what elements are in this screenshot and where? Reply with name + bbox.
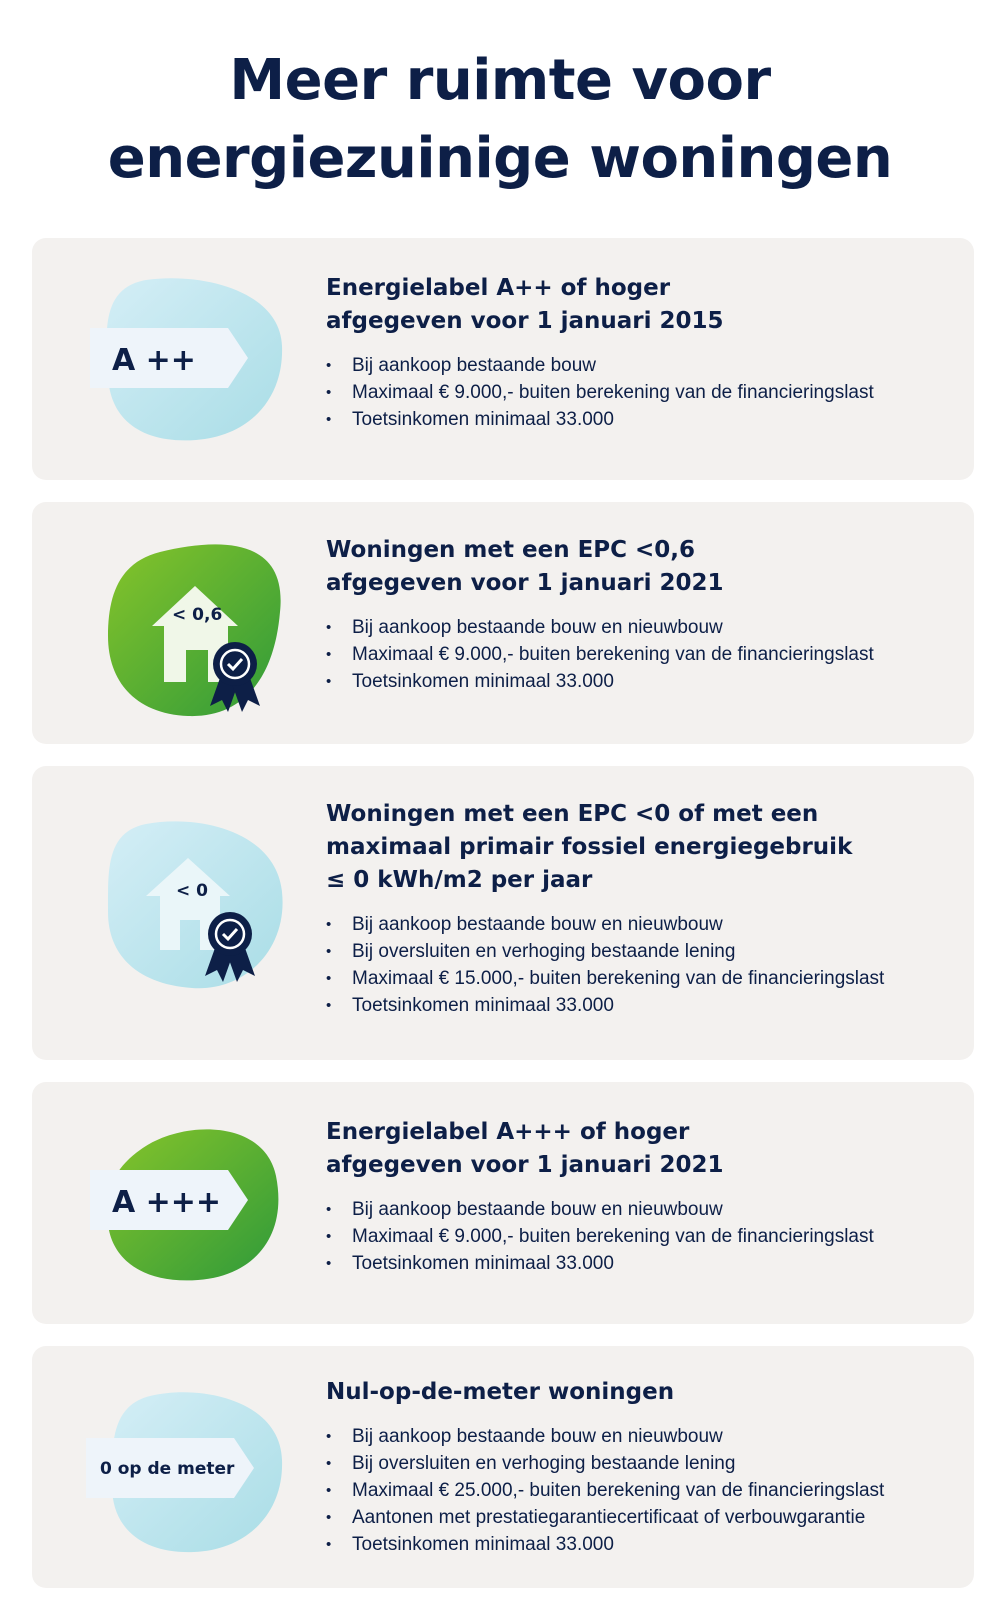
list-item: • Aantonen met prestatiegarantiecertificaat of verbouwgarantie [326,1504,954,1531]
bullet-list [326,1196,954,1277]
list-item: • Bij oversluiten en verhoging bestaande lening [326,1450,954,1477]
card-title-line-1: Woningen met een EPC <0 of met een [326,801,819,827]
tag-badge-label: A ++ [112,343,196,378]
house-award-icon [50,542,300,722]
card-title-line-1: Energielabel A+++ of hoger [326,1119,690,1145]
list-item: • Toetsinkomen minimaal 33.000 [326,1531,954,1558]
list-item: • Maximaal € 9.000,- buiten berekening van de financieringslast [326,379,954,406]
card-title-line-1: Woningen met een EPC <0,6 [326,537,696,563]
list-item: • Toetsinkomen minimaal 33.000 [326,406,954,433]
card-title [326,1116,954,1182]
energy-label-tag-icon [50,1386,300,1556]
card-title-line-2: afgegeven voor 1 januari 2021 [326,570,724,596]
card-epc-0 [32,766,974,1060]
card-title-line-3: ≤ 0 kWh/m2 per jaar [326,867,593,893]
list-item: • Maximaal € 9.000,- buiten berekening van de financieringslast [326,641,954,668]
tag-badge-label: 0 op de meter [100,1459,235,1479]
energy-label-tag-icon [50,1120,300,1290]
list-item: • Toetsinkomen minimaal 33.000 [326,668,954,695]
bullet-list [326,1423,954,1558]
house-award-icon [50,816,300,996]
list-item: • Maximaal € 9.000,- buiten berekening van de financieringslast [326,1223,954,1250]
card-title-line-2: afgegeven voor 1 januari 2021 [326,1152,724,1178]
list-item: • Toetsinkomen minimaal 33.000 [326,1250,954,1277]
energy-label-tag-icon [50,274,300,444]
card-epc-0-6 [32,502,974,744]
card-nul-op-de-meter [32,1346,974,1588]
list-item: • Bij aankoop bestaande bouw en nieuwbouw [326,614,954,641]
card-title-line-1: Nul-op-de-meter woningen [326,1379,675,1405]
tag-badge-label: A +++ [112,1185,222,1220]
bullet-list [326,352,954,433]
list-item: • Maximaal € 25.000,- buiten berekening van de financieringslast [326,1477,954,1504]
card-title-line-1: Energielabel A++ of hoger [326,275,671,301]
house-badge-label: < 0,6 [172,605,223,625]
list-item: • Bij aankoop bestaande bouw en nieuwbouw [326,1423,954,1450]
list-item: • Bij aankoop bestaande bouw en nieuwbouw [326,1196,954,1223]
list-item: • Bij aankoop bestaande bouw en nieuwbouw [326,911,954,938]
card-title [326,272,954,338]
page-title-line-2: energiezuinige woningen [107,126,893,191]
bullet-list [326,911,954,1019]
page-title [0,42,1000,198]
card-title [326,534,954,600]
card-energielabel-a-plus-plus [32,238,974,480]
list-item: • Maximaal € 15.000,- buiten berekening van de financieringslast [326,965,954,992]
card-energielabel-a-plus-plus-plus [32,1082,974,1324]
card-title [326,798,954,897]
house-badge-label: < 0 [176,881,208,901]
bullet-list [326,614,954,695]
card-title [326,1376,954,1409]
card-title-line-2: maximaal primair fossiel energiegebruik [326,834,853,860]
list-item: • Toetsinkomen minimaal 33.000 [326,992,954,1019]
list-item: • Bij oversluiten en verhoging bestaande lening [326,938,954,965]
list-item: • Bij aankoop bestaande bouw [326,352,954,379]
card-title-line-2: afgegeven voor 1 januari 2015 [326,308,724,334]
page-title-line-1: Meer ruimte voor [229,48,771,113]
